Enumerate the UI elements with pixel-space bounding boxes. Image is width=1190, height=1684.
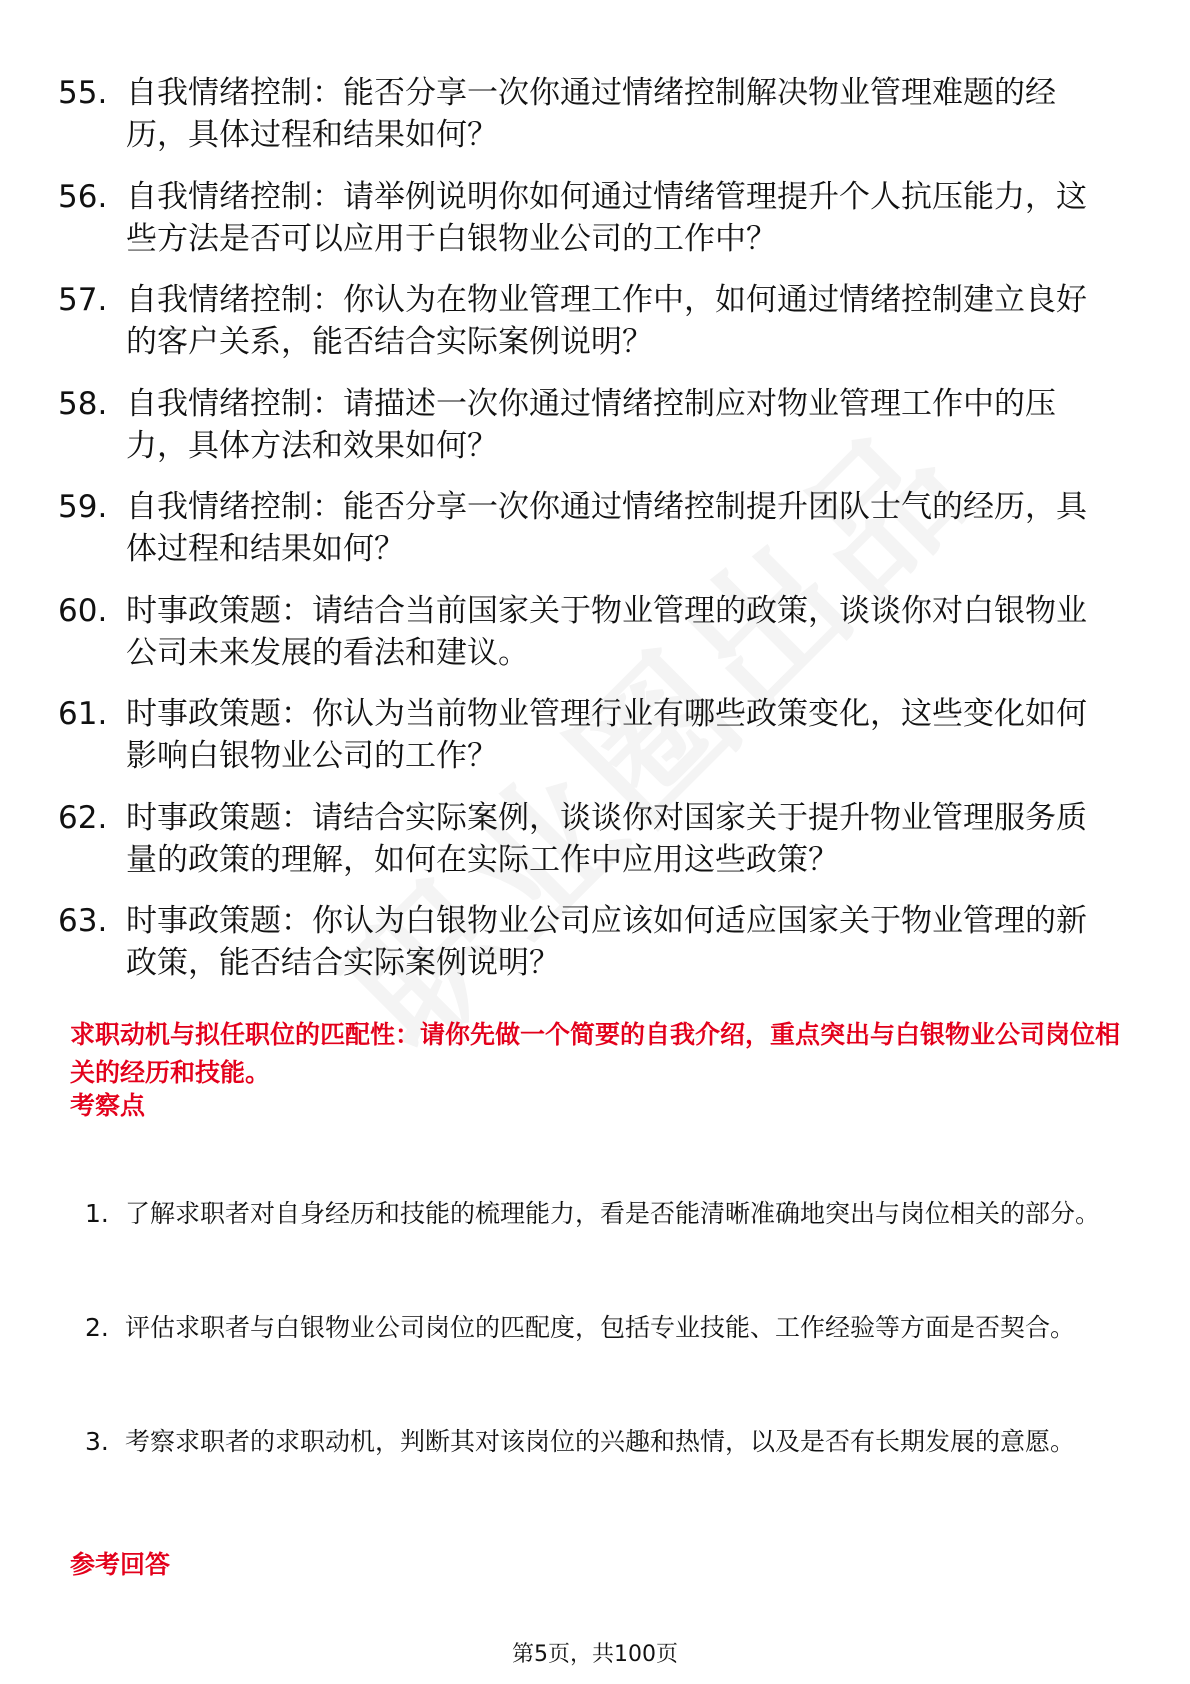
question-text: 自我情绪控制：请举例说明你如何通过情绪管理提升个人抗压能力，这些方法是否可以应用于白银物业公司的工作中？ xyxy=(126,178,1087,257)
assessment-label: 考察点 xyxy=(70,1091,146,1120)
assessment-point-list xyxy=(85,1186,1120,1528)
question-item xyxy=(58,72,1108,176)
question-number: 57. xyxy=(58,282,108,318)
question-item xyxy=(58,176,1108,280)
question-item xyxy=(58,383,1108,487)
point-number: 1. xyxy=(85,1199,109,1228)
question-item xyxy=(58,797,1108,901)
question-item xyxy=(58,279,1108,383)
question-number: 58. xyxy=(58,385,108,422)
question-text: 时事政策题：你认为当前物业管理行业有哪些政策变化，这些变化如何影响白银物业公司的工作？ xyxy=(126,696,1087,774)
question-list xyxy=(58,72,1108,1004)
point-text: 评估求职者与白银物业公司岗位的匹配度，包括专业技能、工作经验等方面是否契合。 xyxy=(125,1313,1076,1342)
question-text: 自我情绪控制：你认为在物业管理工作中，如何通过情绪控制建立良好的客户关系，能否结合实际案例说明？ xyxy=(126,282,1087,360)
question-text: 时事政策题：你认为白银物业公司应该如何适应国家关于物业管理的新政策，能否结合实际案例说明？ xyxy=(126,903,1087,981)
point-text: 考察求职者的求职动机，判断其对该岗位的兴趣和热情，以及是否有长期发展的意愿。 xyxy=(125,1427,1076,1456)
point-number: 2. xyxy=(85,1313,109,1342)
question-number: 60. xyxy=(58,592,108,629)
question-number: 61. xyxy=(58,696,108,732)
question-text: 自我情绪控制：能否分享一次你通过情绪控制解决物业管理难题的经历，具体过程和结果如何？ xyxy=(126,75,1056,153)
point-number: 3. xyxy=(85,1427,109,1456)
question-item xyxy=(58,590,1108,694)
assessment-point xyxy=(85,1300,1120,1414)
question-item xyxy=(58,486,1108,590)
question-text: 自我情绪控制：能否分享一次你通过情绪控制提升团队士气的经历，具体过程和结果如何？ xyxy=(126,489,1087,567)
point-text: 了解求职者对自身经历和技能的梳理能力，看是否能清晰准确地突出与岗位相关的部分。 xyxy=(125,1199,1101,1228)
question-number: 62. xyxy=(58,799,108,836)
assessment-point xyxy=(85,1414,1120,1528)
question-number: 63. xyxy=(58,903,108,939)
question-number: 56. xyxy=(58,178,108,215)
question-text: 时事政策题：请结合当前国家关于物业管理的政策，谈谈你对白银物业公司未来发展的看法和建议。 xyxy=(126,592,1087,671)
question-number: 59. xyxy=(58,489,108,525)
question-text: 时事政策题：请结合实际案例，谈谈你对国家关于提升物业管理服务质量的政策的理解，如何在实际工作中应用这些政策？ xyxy=(126,799,1087,878)
section-heading: 求职动机与拟任职位的匹配性：请你先做一个简要的自我介绍，重点突出与白银物业公司岗位相关的经历和技能。 xyxy=(70,1020,1121,1087)
reference-answer-label: 参考回答 xyxy=(70,1550,171,1579)
question-number: 55. xyxy=(58,75,108,111)
question-item xyxy=(58,900,1108,1004)
question-item xyxy=(58,693,1108,797)
assessment-point xyxy=(85,1186,1120,1300)
page-footer: 第5页，共100页 xyxy=(512,1642,678,1667)
question-text: 自我情绪控制：请描述一次你通过情绪控制应对物业管理工作中的压力，具体方法和效果如何？ xyxy=(126,385,1056,464)
